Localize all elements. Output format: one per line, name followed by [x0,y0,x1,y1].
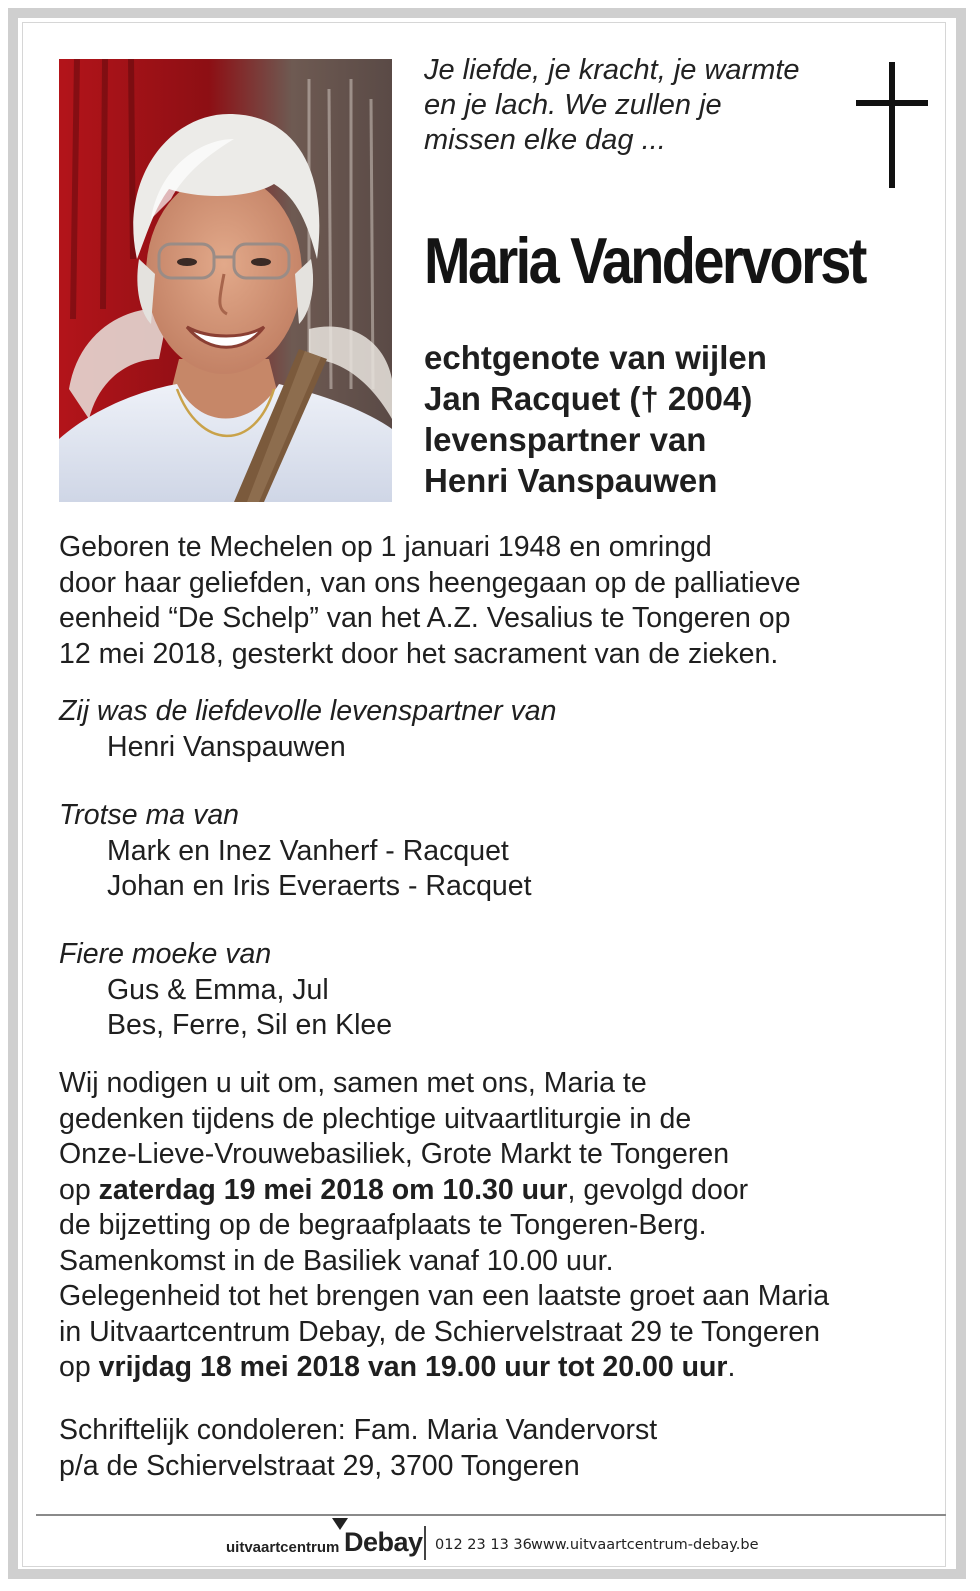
text-line: door haar geliefden, van ons heengegaan op de palliatieve [59,566,801,599]
text-line: eenheid “De Schelp” van het A.Z. Vesalius te Tongeren op [59,602,791,634]
grandchild-names: Bes, Ferre, Sil en Klee [107,1009,393,1041]
text-line: Onze-Lieve-Vrouwebasiliek, Grote Markt te Tongeren [59,1138,730,1170]
memorial-quote [424,53,844,158]
relation-line: Jan Racquet († 2004) [424,380,753,417]
text-line: gedenken tijdens de plechtige uitvaartliturgie in de [59,1102,692,1135]
text-fragment: op [59,1173,99,1206]
child-name: Johan en Iris Everaerts - Racquet [107,870,532,902]
text-line: Samenkomst in de Basiliek vanaf 10.00 uur. [59,1244,614,1277]
portrait-photo [59,59,392,502]
text-line: p/a de Schiervelstraat 29, 3700 Tongeren [59,1449,580,1482]
grandchild-names: Gus & Emma, Jul [107,973,329,1006]
portrait-illustration [59,59,392,502]
text-fragment: . [727,1351,736,1383]
children-section [59,798,939,905]
brand-name-big: Debay [344,1527,423,1557]
quote-line: missen elke dag ... [424,124,666,156]
quote-line: en je lach. We zullen je [424,89,722,121]
text-line: 12 mei 2018, gesterkt door het sacrament van de zieken. [59,637,779,670]
relations-block [424,337,924,501]
grandchildren-lead: Fiere moeke van [59,938,272,970]
cross-icon [856,62,936,188]
funeral-date: zaterdag 19 mei 2018 om 10.30 uur [98,1173,568,1206]
child-name: Mark en Inez Vanherf - Racquet [107,834,509,867]
text-fragment: op [59,1351,99,1383]
partner-lead: Zij was de liefdevolle levenspartner van [59,695,557,727]
quote-line: Je liefde, je kracht, je warmte [424,54,800,86]
website-link[interactable]: www.uitvaartcentrum-debay.be [531,1537,759,1553]
children-lead: Trotse ma van [59,799,240,831]
visitation-date: vrijdag 18 mei 2018 van 19.00 uur tot 20.00 uur [98,1351,728,1383]
text-line: Gelegenheid tot het brengen van een laatste groet aan Maria [59,1280,830,1312]
partner-name: Henri Vanspauwen [107,730,346,763]
text-line: in Uitvaartcentrum Debay, de Schiervelstraat 29 te Tongeren [59,1315,820,1348]
partner-section [59,694,939,765]
footer-separator [424,1526,426,1560]
text-line: Geboren te Mechelen op 1 januari 1948 en omringd [59,531,712,563]
text-line: Schriftelijk condoleren: Fam. Maria Vandervorst [59,1414,658,1446]
relation-line: echtgenote van wijlen [424,339,767,376]
grandchildren-section [59,937,939,1044]
footer-divider [36,1514,946,1516]
invitation-text [59,1066,939,1386]
relation-line: Henri Vanspauwen [424,462,718,499]
deceased-name: Maria Vandervorst [424,224,865,297]
text-fragment: , gevolgd door [567,1173,749,1206]
text-line: de bijzetting op de begraafplaats te Tongeren-Berg. [59,1209,707,1241]
birth-passing-text [59,530,939,672]
brand-name-small: uitvaartcentrum [226,1539,340,1556]
condolence-address [59,1413,939,1484]
text-line [59,1350,939,1386]
text-line [59,1173,939,1209]
phone-number: 012 23 13 36 [435,1537,532,1553]
text-line: Wij nodigen u uit om, samen met ons, Maria te [59,1067,647,1099]
footer [0,1522,980,1566]
relation-line: levenspartner van [424,421,707,458]
